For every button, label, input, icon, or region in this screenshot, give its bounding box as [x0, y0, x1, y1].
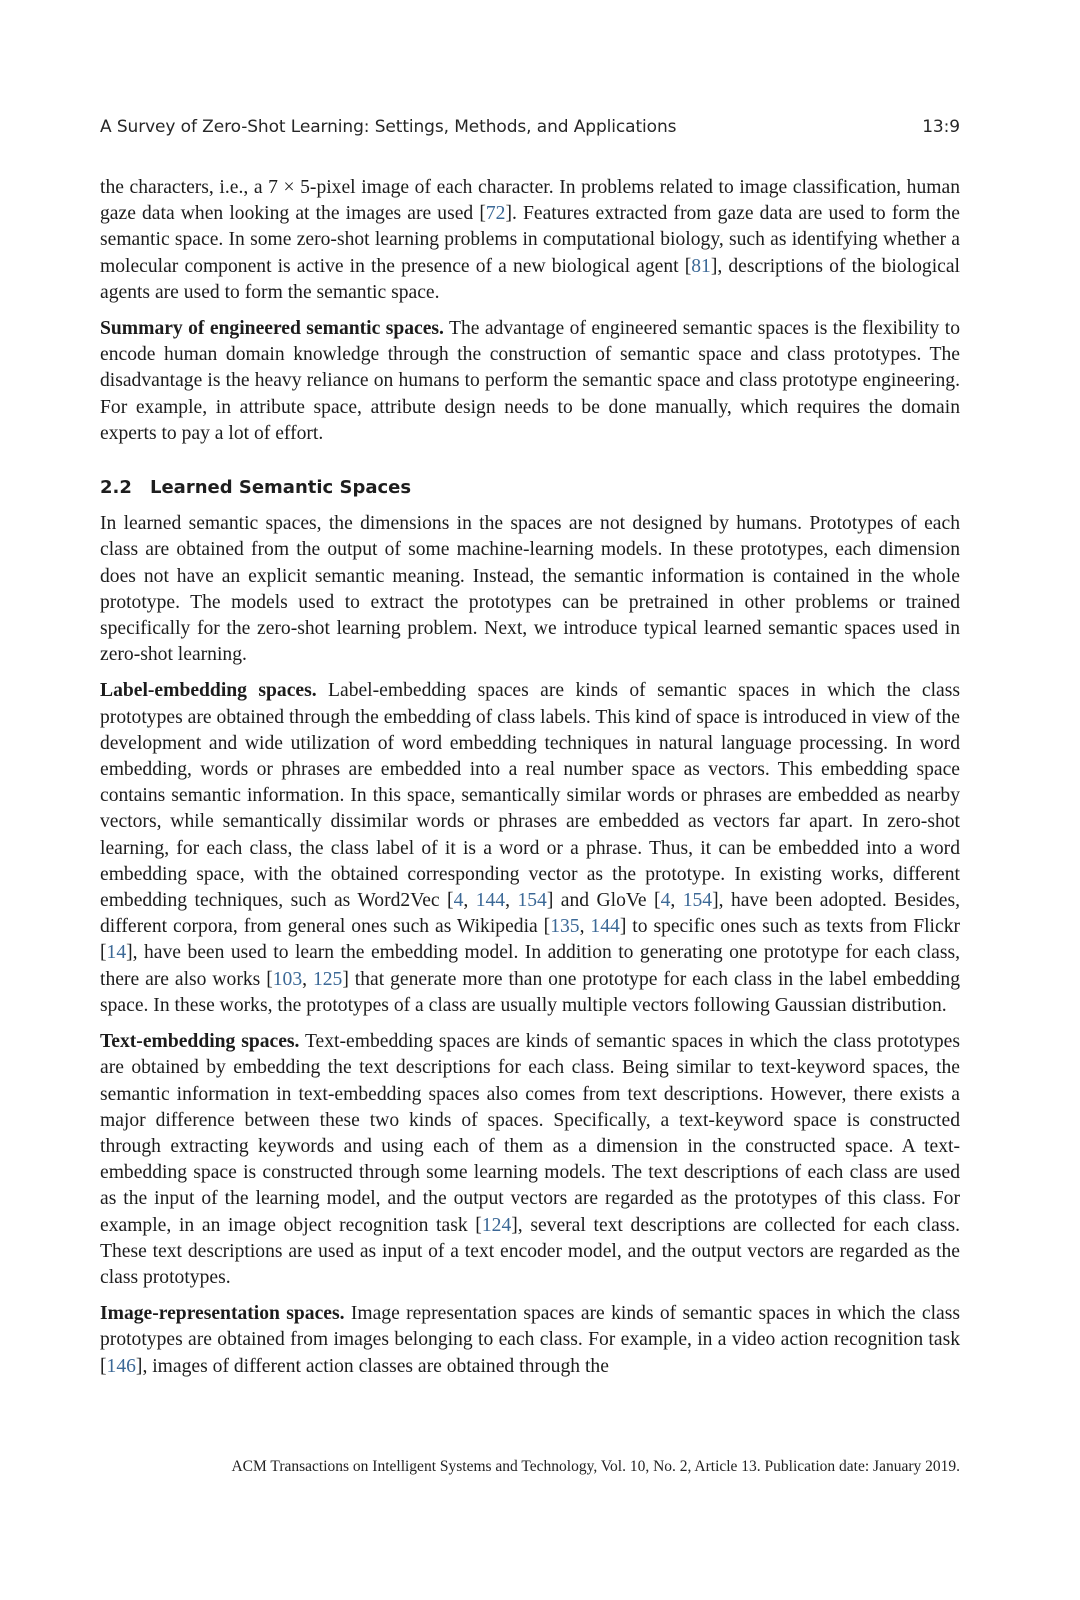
run-in-heading: Label-embedding spaces.: [100, 680, 317, 702]
paragraph-learned-intro: In learned semantic spaces, the dimensions in the spaces are not designed by humans. Prototypes of each class are obtained from the output of some machine-learning models. In these prototypes, each dimension does not have an explicit semantic meaning. Instead, the semantic information is contained in the whole prototype. The models used to extract the prototypes can be pretrained in other problems or trained specifically for the zero-shot learning problem. Next, we introduce typical learned semantic spaces used in zero-shot learning.: [100, 513, 960, 666]
section-number: 2.2: [100, 477, 132, 499]
citation-link[interactable]: 154: [682, 890, 713, 912]
citation-link[interactable]: 14: [106, 942, 127, 964]
citation-link[interactable]: 72: [485, 203, 506, 225]
paragraph-summary-engineered: Summary of engineered semantic spaces. The advantage of engineered semantic spaces is the flexibility to encode human domain knowledge through the construction of semantic space and class prototypes. The disadvantage is the heavy reliance on humans to perform the semantic space and class prototype engineering. For example, in attribute space, attribute design needs to be done manually, which requires the domain experts to pay a lot of effort.: [100, 318, 960, 444]
run-in-heading: Text-embedding spaces.: [100, 1031, 300, 1053]
citation-link[interactable]: 144: [475, 890, 506, 912]
citation-link[interactable]: 81: [691, 255, 711, 277]
citation-link[interactable]: 154: [517, 890, 547, 912]
paragraph-text-embedding: Text-embedding spaces. Text-embedding spaces are kinds of semantic spaces in which the class prototypes are obtained by embedding the text descriptions for each class. Being similar to text-keyword spaces, the semantic information in text-embedding spaces also comes from text descriptions. However, there exists a major difference between these two kinds of spaces. Specifically, a text-keyword space is constructed through extracting keywords and using each of them as a dimension in the constructed space. A text-embedding space is constructed through some learning models. The text descriptions of each class are used as the input of the learning model, and the output vectors are regarded as the prototypes of this class. For example, in an image object recognition task [124], several text descriptions are collected for each class. These text descriptions are used as input of a text encoder model, and the output vectors are regarded as the class prototypes.: [100, 1031, 960, 1288]
citation-link[interactable]: 135: [550, 916, 580, 938]
body-text: [100, 175, 960, 1390]
citation-link[interactable]: 146: [106, 1355, 136, 1377]
run-in-heading: Image-representation spaces.: [100, 1303, 345, 1325]
citation-link[interactable]: 4: [660, 890, 671, 912]
citation-link[interactable]: 4: [453, 890, 464, 912]
journal-footer: ACM Transactions on Intelligent Systems and Technology, Vol. 10, No. 2, Article 13. Publication date: January 2019.: [231, 1458, 960, 1475]
citation-link[interactable]: 124: [481, 1214, 512, 1236]
citation-link[interactable]: 103: [272, 968, 303, 990]
section-title: Learned Semantic Spaces: [150, 477, 412, 499]
running-header: [100, 117, 960, 137]
paragraph-label-embedding: Label-embedding spaces. Label-embedding spaces are kinds of semantic spaces in which the class prototypes are obtained through the embedding of class labels. This kind of space is introduced in view of the development and wide utilization of word embedding techniques in natural language processing. In word embedding, words or phrases are embedded into a real number space as vectors. This embedding space contains semantic information. In this space, semantically similar words or phrases are embedded as nearby vectors, while semantically dissimilar words or phrases are embedded as vectors far apart. In zero-shot learning, for each class, the class label of it is a word or a phrase. Thus, it can be embedded into a word embedding space, with the obtained corresponding vector as the prototype. In existing works, different embedding techniques, such as Word2Vec [4, 144, 154] and GloVe [4, 154], have been adopted. Besides, different corpora, from general ones such as Wikipedia [135, 144] to specific ones such as texts from Flickr [14], have been used to learn the embedding model. In addition to generating one prototype for each class, there are also works [103, 125] that generate more than one prototype for each class in the label embedding space. In these works, the prototypes of a class are usually multiple vectors following Gaussian distribution.: [100, 680, 961, 1016]
section-heading: [100, 475, 960, 501]
run-in-heading: Summary of engineered semantic spaces.: [100, 318, 444, 340]
paper-title: A Survey of Zero-Shot Learning: Settings, Methods, and Applications: [100, 117, 677, 137]
citation-link[interactable]: 144: [590, 916, 620, 938]
citation-link[interactable]: 125: [312, 968, 343, 990]
paragraph-gaze-data: the characters, i.e., a 7 × 5-pixel image of each character. In problems related to image classification, human gaze data when looking at the images are used [72]. Features extracted from gaze data are used to form the semantic space. In some zero-shot learning problems in computational biology, such as identifying whether a molecular component is active in the presence of a new biological agent [81], descriptions of the biological agents are used to form the semantic space.: [100, 177, 960, 303]
page-number: 13:9: [922, 117, 960, 137]
paragraph-image-representation: Image-representation spaces. Image representation spaces are kinds of semantic spaces in which the class prototypes are obtained from images belonging to each class. For example, in a video action recognition task [146], images of different action classes are obtained through the: [100, 1303, 960, 1377]
